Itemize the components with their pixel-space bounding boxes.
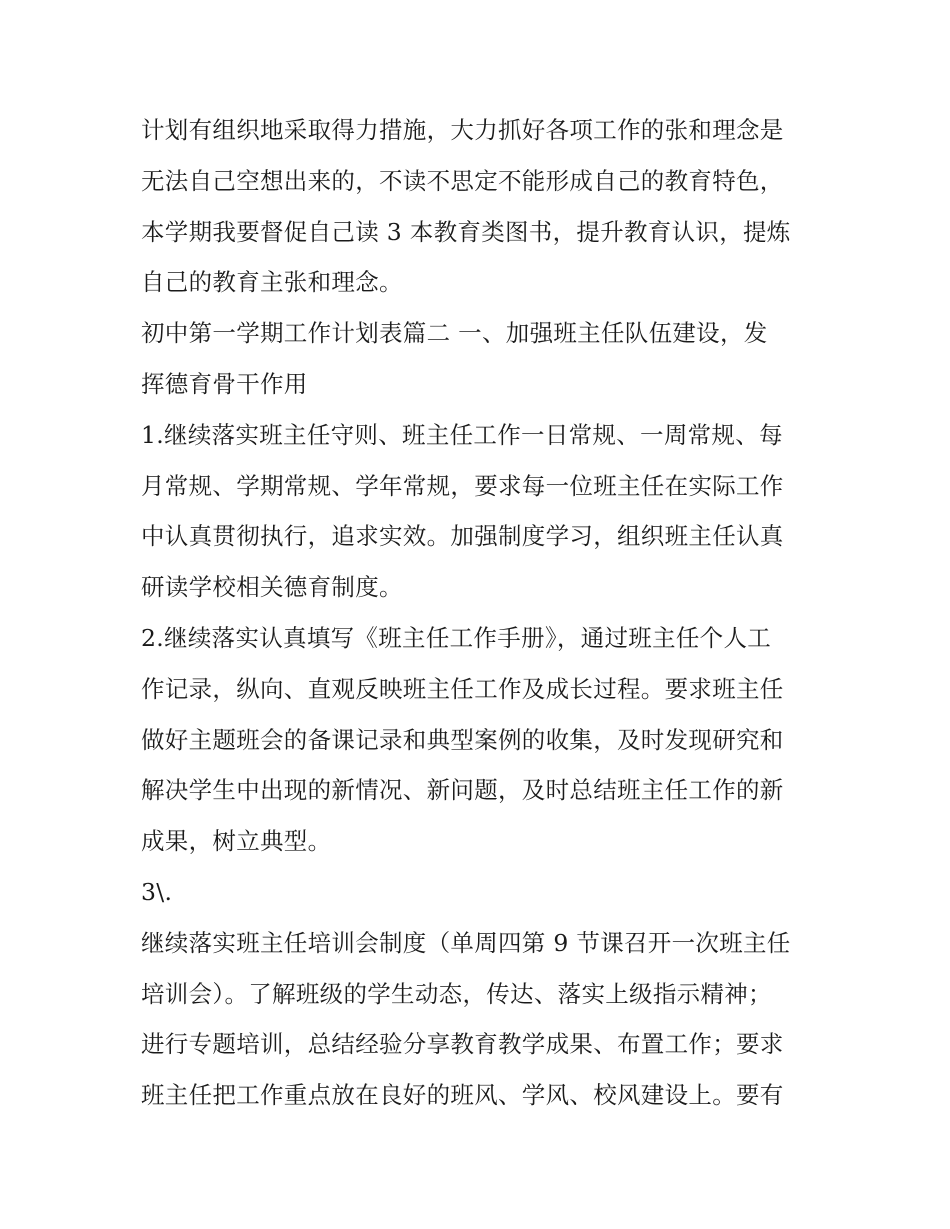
list-item-1-line: 1.继续落实班主任守则、班主任工作一日常规、一周常规、每 [141,420,783,449]
text-line: 研读学校相关德育制度。 [141,573,403,602]
list-item-3-line: 继续落实班主任培训会制度（单周四第 9 节课召开一次班主任 [141,928,791,957]
text-line: 做好主题班会的备课记录和典型案例的收集，及时发现研究和 [141,725,784,754]
list-item-2-line: 2.继续落实认真填写《班主任工作手册》，通过班主任个人工 [141,623,772,652]
text-line: 无法自己空想出来的，不读不思定不能形成自己的教育特色， [141,166,784,195]
body-text [141,105,821,1121]
text-line: 成果，树立典型。 [141,827,332,856]
text-line: 作记录，纵向、直观反映班主任工作及成长过程。要求班主任 [141,674,784,703]
text-line: 班主任把工作重点放在良好的班风、学风、校风建设上。要有 [141,1081,784,1110]
section-heading-line: 初中第一学期工作计划表篇二 一、加强班主任队伍建设，发 [141,319,768,348]
text-line: 解决学生中出现的新情况、新问题，及时总结班主任工作的新 [141,776,784,805]
section-heading-line: 挥德育骨干作用 [141,369,308,398]
text-line: 计划有组织地采取得力措施，大力抓好各项工作的张和理念是 [141,116,784,144]
text-line: 培训会）。了解班级的学生动态，传达、落实上级指示精神； [141,979,772,1008]
list-item-3-marker: 3\. [141,877,173,906]
text-line: 月常规、学期常规、学年常规，要求每一位班主任在实际工作 [141,471,784,500]
text-line: 进行专题培训，总结经验分享教育教学成果、布置工作；要求 [141,1030,784,1059]
text-line: 中认真贯彻执行，追求实效。加强制度学习，组织班主任认真 [141,522,784,551]
text-line: 本学期我要督促自己读 3 本教育类图书，提升教育认识，提炼 [141,217,791,246]
text-line: 自己的教育主张和理念。 [141,268,403,297]
